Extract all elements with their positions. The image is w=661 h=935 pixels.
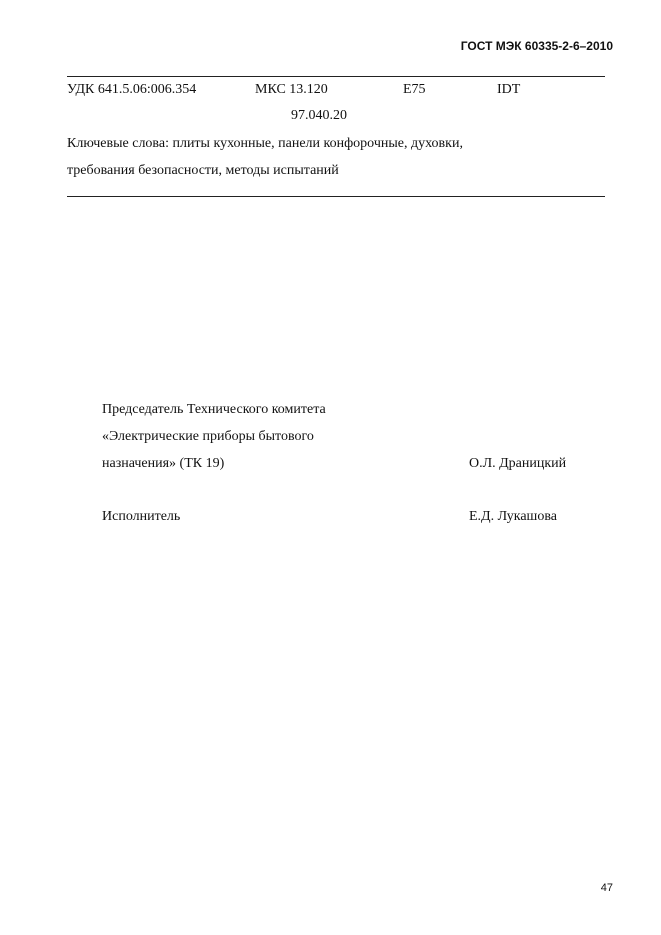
executor-name: Е.Д. Лукашова [469,509,557,524]
mks-code-line2: 97.040.20 [291,108,347,123]
keywords-line1: Ключевые слова: плиты кухонные, панели конфорочные, духовки, [67,136,463,151]
chair-name: О.Л. Драницкий [469,456,567,471]
idt-label: IDT [497,82,521,97]
chair-title-line3: назначения» (ТК 19) [102,456,225,471]
keywords-line2: требования безопасности, методы испытаний [67,163,339,178]
udk-code: УДК 641.5.06:006.354 [67,82,197,97]
chair-title-line2: «Электрические приборы бытового [102,429,314,444]
page-number: 47 [600,882,613,894]
document-header: ГОСТ МЭК 60335-2-6–2010 [460,39,613,53]
mks-code-line1: МКС 13.120 [255,82,328,97]
bottom-rule [67,196,605,197]
executor-label: Исполнитель [102,509,181,524]
okp-code: Е75 [403,82,426,97]
chair-title-line1: Председатель Технического комитета [102,402,326,417]
top-rule [67,76,605,77]
